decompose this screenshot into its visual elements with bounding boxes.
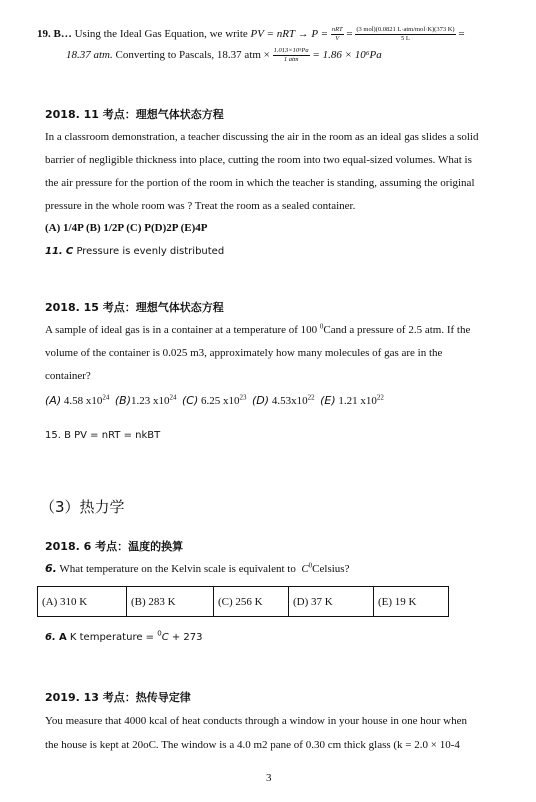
s2-choice-b-base: 1.23 x10 [131, 395, 170, 407]
table-cell-b: (B) 283 K [127, 587, 214, 617]
s1-line-2: barrier of negligible thickness into place, cutting the room into two equal-sized volumes. What is [45, 154, 472, 166]
s2-choice-b-label: (B) [114, 394, 131, 407]
q19-line2-value: 18.37 atm. [66, 49, 113, 62]
s1-answer-letter: C [65, 246, 74, 257]
q19-eq-sign-2: = [458, 28, 465, 41]
s3-answer [45, 629, 203, 643]
s2-choice-c-exp: 23 [239, 393, 247, 402]
q19-line2 [66, 47, 382, 64]
s3-question-var: C [301, 563, 309, 575]
s2-choice-e-base: 1.21 x10 [338, 395, 377, 407]
s2-choice-d-label: (D) [252, 394, 270, 407]
s2-choice-a [45, 395, 109, 407]
s1-line-1: In a classroom demonstration, a teacher discussing the air in the room as an ideal gas slides a solid [45, 131, 479, 143]
s2-choice-e-exp: 22 [376, 393, 384, 402]
s3-answer-letter: A [58, 632, 67, 643]
s2-choice-e [320, 395, 384, 407]
s2-line1-text: A sample of ideal gas is in a container at a temperature of 100 [45, 324, 318, 336]
s2-line-2: volume of the container is 0.025 m3, approximately how many molecules of gas are in the [45, 347, 443, 359]
q19-fraction-1 [331, 26, 344, 43]
table-cell-a: (A) 310 K [38, 587, 127, 617]
page-number: 3 [266, 772, 272, 784]
q19-frac3-num: 1.013×10⁵Pa [273, 47, 309, 54]
s2-choice-c-base: 6.25 x10 [201, 395, 240, 407]
s1-answer-text: Pressure is evenly distributed [76, 246, 225, 257]
s3-answer-deg: 0 [157, 629, 162, 638]
section-heading-2019-13: 2019. 13 考点：热传导定律 [45, 691, 191, 704]
s2-choice-d-exp: 22 [307, 393, 315, 402]
s2-line1-rest: Cand a pressure of 2.5 atm. If the [323, 324, 471, 336]
s2-choices [45, 394, 384, 407]
q19-fraction-3 [273, 47, 310, 64]
q19-frac2-num: (3 mol)(0.0821 L·atm/mol·K)(373 K) [356, 26, 455, 33]
s2-choice-b-exp: 24 [169, 393, 177, 402]
s2-choice-a-exp: 24 [102, 393, 110, 402]
q19-eq1: PV = nRT → [250, 28, 309, 41]
s3-answer-end: + 273 [171, 632, 203, 643]
s2-choice-c [182, 395, 247, 407]
q19-frac1-num: nRT [331, 26, 343, 33]
q19-result: = 1.86 × 10⁶Pa [312, 49, 382, 62]
s2-choice-d-base: 4.53x10 [271, 395, 308, 407]
s3-answer-num: 6. [45, 632, 56, 643]
s3-question-num: 6. [45, 562, 57, 575]
q19-frac1-den: V [335, 35, 340, 42]
s1-answer [45, 246, 224, 257]
s3-question-deg: 0 [308, 561, 313, 570]
s4-line-2: the house is kept at 20oC. The window is a 4.0 m2 pane of 0.30 cm thick glass (k = 2.0 × 10-4 [45, 739, 460, 751]
q19-label: 19. B… [37, 28, 72, 41]
q19-fraction-2 [355, 26, 455, 43]
s2-choice-a-label: (A) [45, 394, 62, 407]
s1-choices: (A) 1/4P (B) 1/2P (C) P(D)2P (E)4P [45, 222, 208, 234]
section-3-title: （3）热力学 [40, 498, 125, 516]
s3-question-end: Celsius? [312, 563, 350, 575]
s2-choice-b [115, 395, 177, 407]
s1-line-4: pressure in the whole room was ? Treat the room as a sealed container. [45, 200, 356, 212]
s2-line1-deg: 0 [319, 322, 324, 331]
section-heading-2018-15: 2018. 15 考点：理想气体状态方程 [45, 301, 224, 314]
s1-line-3: the air pressure for the portion of the room in which the teacher is standing, assuming the original [45, 177, 475, 189]
q19-eq-sign: = [346, 28, 353, 41]
q19-eq2: P = [311, 28, 329, 41]
q19-intro: Using the Ideal Gas Equation, we write [74, 28, 248, 41]
s3-answer-var: C [161, 632, 169, 643]
table-row [38, 587, 449, 617]
s2-answer: 15. B PV = nRT = nkBT [45, 430, 161, 441]
s2-choice-c-label: (C) [182, 394, 199, 407]
s2-line-3: container? [45, 370, 91, 382]
s2-choice-e-label: (E) [320, 394, 336, 407]
table-cell-c: (C) 256 K [214, 587, 289, 617]
s2-line-1 [45, 324, 470, 336]
s1-answer-num: 11. [45, 246, 63, 257]
q19-line1 [37, 26, 465, 43]
s2-choice-d [252, 395, 315, 407]
s3-question [45, 562, 349, 575]
table-cell-e: (E) 19 K [374, 587, 449, 617]
s4-line-1: You measure that 4000 kcal of heat conducts through a window in your house in one hour when [45, 715, 467, 727]
s3-answer-text: K temperature = [69, 632, 155, 643]
q19-frac2-den: 5 L [401, 35, 410, 42]
section-heading-2018-11: 2018. 11 考点：理想气体状态方程 [45, 108, 224, 121]
table-cell-d: (D) 37 K [289, 587, 374, 617]
q19-frac3-den: 1 atm [283, 56, 299, 63]
answer-table [37, 586, 449, 617]
s2-choice-a-base: 4.58 x10 [63, 395, 103, 407]
s3-question-text: What temperature on the Kelvin scale is equivalent to [59, 563, 296, 575]
section-heading-2018-6: 2018. 6 考点：温度的换算 [45, 540, 184, 553]
q19-line2-text: Converting to Pascals, 18.37 atm × [115, 49, 270, 62]
